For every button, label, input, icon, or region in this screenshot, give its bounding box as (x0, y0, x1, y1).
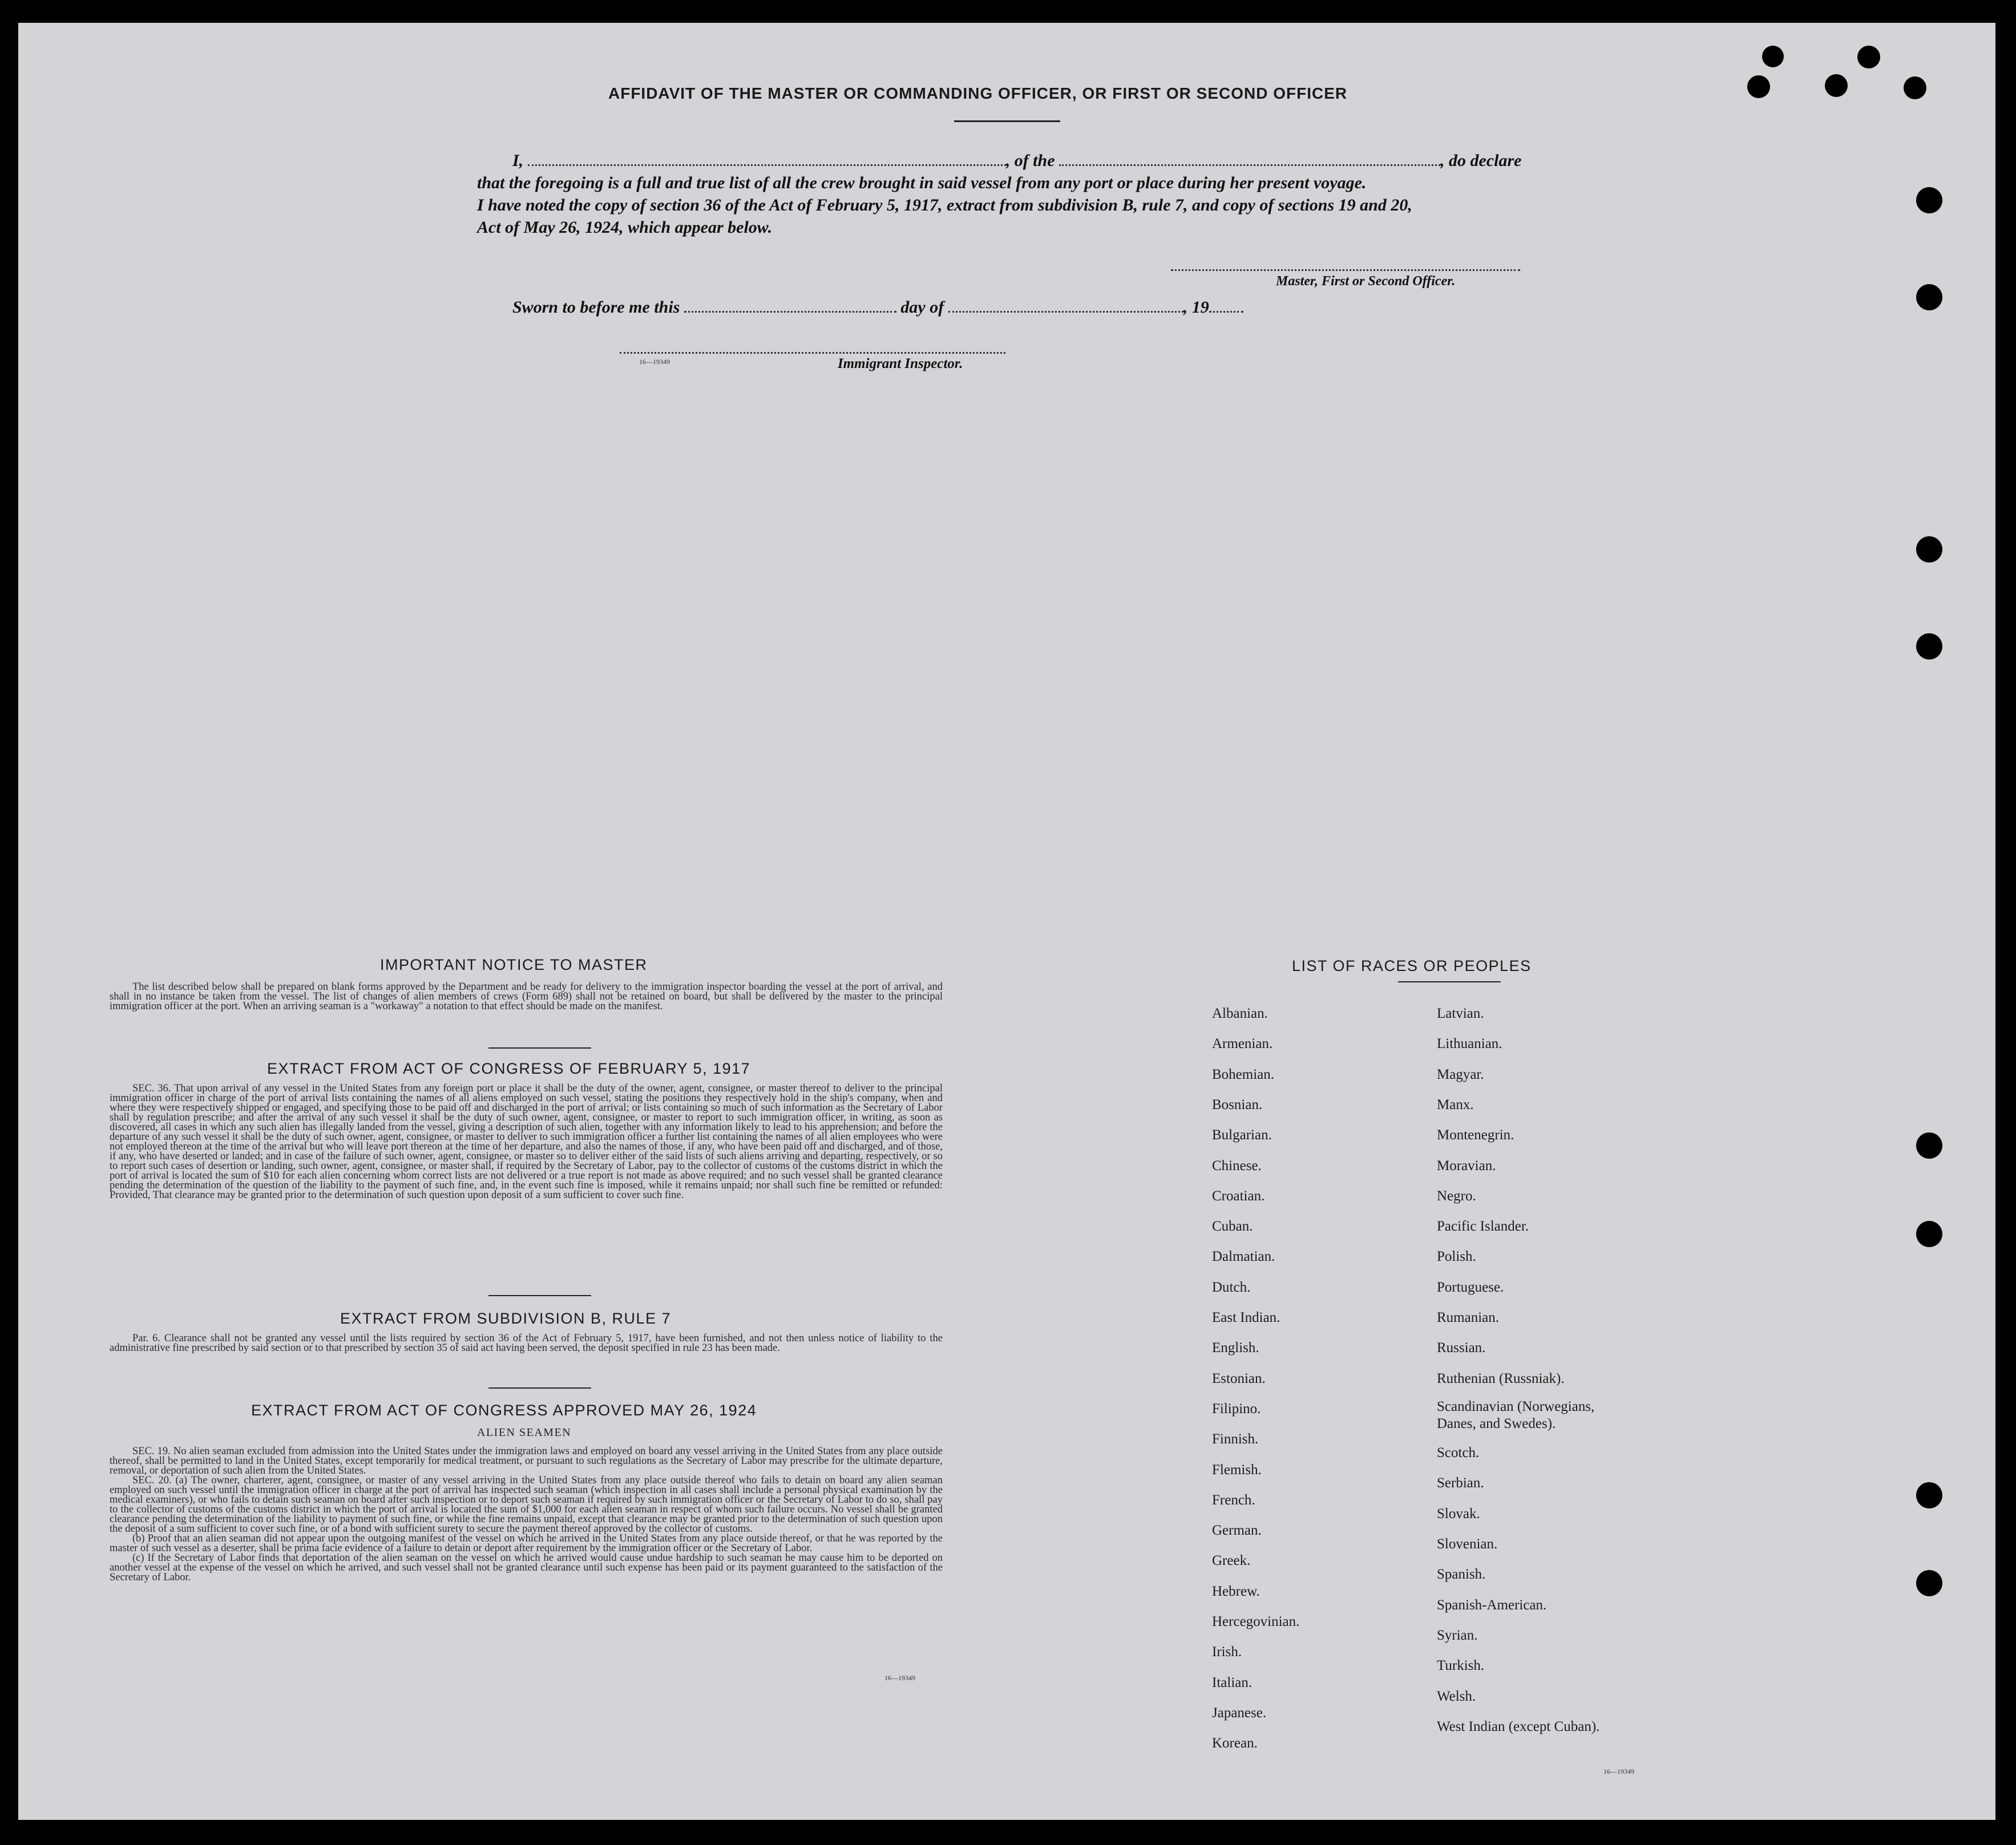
race-list-item: Scandinavian (Norwegians, Danes, and Swedes). (1437, 1398, 1595, 1431)
race-list-item: Ruthenian (Russniak). (1437, 1370, 1565, 1386)
declarant-pronoun: I, (512, 151, 524, 170)
section-divider (488, 1047, 591, 1049)
race-list-item: German. (1212, 1523, 1262, 1539)
race-list-item: Dutch. (1212, 1279, 1251, 1295)
punch-hole-icon (1916, 1132, 1942, 1159)
race-list-item: Slovenian. (1437, 1536, 1498, 1552)
race-list-item: Spanish. (1437, 1567, 1486, 1583)
race-list-item: Dalmatian. (1212, 1249, 1275, 1265)
extract-1917-text (110, 1084, 943, 1200)
section-20a-paragraph: SEC. 20. (a) The owner, charterer, agent, consignee, or master of any vessel arriving in the United States from any place outside thereof who fails to detain on board any alien seaman employed on such vessel until the immigration officer in charge at the port of arrival has inspected such seaman (which inspection in all cases shall include a personal physical examination by the medical examiners), or who fails to detain such seaman on board after such inspection or to deport such seaman if required by such immigration officer or the Secretary of Labor to do so, shall pay to the collector of customs of the customs district in which the port of arrival is located the sum of $1,000 for each alien seaman in respect of whom such failure occurs. No vessel shall be granted clearance pending the determination of the liability to payment of such fine, or while the fine remains unpaid, except that clearance may be granted prior to the determination of such question upon the deposit of a sum sufficient to cover such fine, or of a bond with sufficient surety to secure the payment thereof approved by the collector of customs. (110, 1475, 943, 1535)
vessel-name-field[interactable] (1059, 164, 1440, 166)
rule7-paragraph: Par. 6. Clearance shall not be granted any vessel until the lists required by section 36 of the Act of February 5, 1917, have been furnished, and not then unless notice of liability to the administrative fine prescribed by said section or to that prescribed by section 35 of said act having been served, the deposit specified in rule 23 has been made. (110, 1333, 943, 1354)
extract-1924-text (110, 1447, 943, 1583)
punch-hole-icon (1916, 1570, 1942, 1596)
notice-paragraph: The list described below shall be prepared on blank forms approved by the Department and be ready for delivery to the immigration inspector boarding the vessel at the port of arrival, and shall in no instance be taken from the vessel. The list of changes of alien members of crews (Form 689) shall not be retained on board, but shall be delivered by the master to the principal immigration officer at the port. When an arriving seaman is a "workaway" a notation to that effect should be made on the manifest. (110, 981, 943, 1012)
race-list-item: Rumanian. (1437, 1310, 1500, 1325)
race-list-item: Moravian. (1437, 1158, 1496, 1174)
race-list-item: Portuguese. (1437, 1279, 1504, 1295)
declarant-name-field[interactable] (528, 164, 1006, 166)
punch-hole-icon (1916, 1221, 1942, 1247)
section-19-paragraph: SEC. 19. No alien seaman excluded from admission into the United States under the immigration laws and employed on board any vessel arriving in the United States from any place outside thereof, shall be permitted to land in the United States, except temporarily for medical treatment, or pursuant to such regulations as the Secretary of Labor may prescribe for the ultimate departure, removal, or deportation of such alien from the United States. (110, 1446, 943, 1476)
declaration-line-1 (512, 151, 1545, 171)
race-list-item: Bohemian. (1212, 1066, 1275, 1082)
section-20b-paragraph: (b) Proof that an alien seaman did not appear upon the outgoing manifest of the vessel on which he arrived in the United States from any place outside thereof, or that he was reported by the master of such vessel as a deserter, shall be prima facie evidence of a failure to detain or deport after requirement by the immigration officer or the Secretary of Labor. (110, 1533, 943, 1554)
races-form-number: 16—19349 (1603, 1767, 1634, 1775)
race-list-item: Scotch. (1437, 1445, 1480, 1461)
race-list-item: Latvian. (1437, 1006, 1484, 1021)
sworn-prefix: Sworn to before me this (512, 298, 680, 317)
section-divider (488, 1295, 591, 1296)
race-list-item: Korean. (1212, 1735, 1258, 1751)
of-the-label: , of the (1005, 151, 1055, 170)
section-20c-paragraph: (c) If the Secretary of Labor finds that deportation of the alien seaman on the vessel on which he arrived would cause undue hardship to such seaman he may cause him to be deported on another vessel at the expense of the vessel on which he arrived, and such vessel shall not be granted clearance until such expense has been paid or its payment guaranteed to the satisfaction of the Secretary of Labor. (110, 1552, 943, 1583)
punch-hole-icon (1916, 633, 1942, 659)
race-list-item: Estonian. (1212, 1370, 1266, 1386)
inspector-signature-line[interactable] (620, 352, 1005, 354)
punch-hole-icon (1916, 536, 1942, 563)
race-list-item: Cuban. (1212, 1219, 1253, 1235)
race-list-item: Irish. (1212, 1644, 1242, 1660)
race-list-item: French. (1212, 1492, 1255, 1508)
day-of-label: day of (900, 298, 944, 317)
race-list-item: Albanian. (1212, 1006, 1268, 1021)
year-prefix-label: , 19 (1183, 298, 1209, 317)
declaration-line-2: that the foregoing is a full and true list of all the crew brought in said vessel from any port or place during her present voyage. (477, 173, 1367, 192)
do-declare-label: , do declare (1440, 151, 1522, 170)
race-list-item: Turkish. (1437, 1658, 1485, 1674)
notice-text (110, 982, 943, 1011)
race-list-item: Hebrew. (1212, 1583, 1260, 1599)
notice-title: IMPORTANT NOTICE TO MASTER (380, 956, 648, 973)
sworn-line (512, 298, 1243, 317)
race-list-item: Italian. (1212, 1674, 1253, 1690)
sworn-year-field[interactable] (1209, 311, 1243, 313)
extract-form-number: 16—19349 (884, 1674, 915, 1682)
master-signature-line[interactable] (1171, 269, 1520, 271)
extract-rule7-text (110, 1334, 943, 1353)
race-list-item: Montenegrin. (1437, 1127, 1514, 1143)
extract-1917-title: EXTRACT FROM ACT OF CONGRESS OF FEBRUARY 5, 1917 (267, 1060, 751, 1077)
race-list-item: Polish. (1437, 1249, 1476, 1265)
extract-1924-title: EXTRACT FROM ACT OF CONGRESS APPROVED MAY 26, 1924 (251, 1402, 757, 1419)
race-list-item: Hercegovinian. (1212, 1614, 1300, 1629)
race-list-item: Filipino. (1212, 1401, 1261, 1417)
punch-hole-icon (1825, 74, 1848, 97)
section-36-paragraph: SEC. 36. That upon arrival of any vessel in the United States from any foreign port or place it shall be the duty of the owner, agent, consignee, or master thereof to deliver to the principal immigration officer in charge of the port of arrival lists containing the names of all aliens employed on such vessel, stating the positions they respectively hold in the ship's company, when and where they were respectively shipped or engaged, and specifying those to be paid off and discharged in the port of arrival; or lists containing so much of such information as the Secretary of Labor shall by regulation prescribe; and after the arrival of any such vessel it shall be the duty of such owner, agent, consignee, or master to report to such immigration officer, in writing, as soon as discovered, all cases in which any such alien has illegally landed from the vessel, giving a description of such alien, together with any information likely to lead to his apprehension; and before the departure of any such vessel it shall be the duty of such owner, agent, consignee, or master to deliver to such immigration officer a further list containing the names of all alien employees who were not employed thereon at the time of the arrival but who will leave port thereon at the time of her departure, and also the names of those, if any, who have been paid off and discharged, and of those, if any, who have deserted or landed; and in case of the failure of such owner, agent, consignee, or master so to deliver either of the said lists of such aliens arriving and departing, respectively, or so to report such cases of desertion or landing, such owner, agent, consignee, or master shall, if required by the Secretary of Labor, pay to the collector of customs of the customs district in which the port of arrival is located the sum of $10 for each alien concerning whom correct lists are not delivered or a true report is not made as above required; and no such vessel shall be granted clearance pending the determination of the question of the liability to the payment of such fine, and, in the event such fine is imposed, while it remains unpaid; nor shall such fine be remitted or refunded: Provided, That clearance may be granted prior to the determination of such question upon deposit of a sum sufficient to cover such fine. (110, 1083, 943, 1201)
punch-hole-icon (1916, 187, 1942, 213)
title-divider (954, 120, 1060, 122)
section-divider (488, 1387, 591, 1389)
race-list-item: Flemish. (1212, 1462, 1262, 1478)
race-list-item: Serbian. (1437, 1475, 1484, 1491)
race-list-item: Syrian. (1437, 1627, 1478, 1643)
declaration-line-3: I have noted the copy of section 36 of the Act of February 5, 1917, extract from subdivision B, rule 7, and copy of sections 19 and 20, (477, 196, 1412, 215)
race-list-item: Bosnian. (1212, 1097, 1263, 1112)
sworn-day-field[interactable] (684, 311, 896, 313)
race-list-item: Croatian. (1212, 1188, 1265, 1204)
section-divider (1398, 981, 1501, 982)
race-list-item: Finnish. (1212, 1431, 1259, 1447)
race-list-item: Armenian. (1212, 1036, 1273, 1052)
races-title: LIST OF RACES OR PEOPLES (1292, 957, 1532, 974)
race-list-item: Greek. (1212, 1553, 1251, 1569)
race-list-item: West Indian (except Cuban). (1437, 1718, 1600, 1734)
race-list-item: East Indian. (1212, 1310, 1280, 1325)
race-list-item: Pacific Islander. (1437, 1219, 1529, 1235)
punch-hole-icon (1857, 46, 1880, 68)
race-list-item: Spanish-American. (1437, 1597, 1547, 1613)
race-list-item: Welsh. (1437, 1688, 1476, 1704)
inspector-label: Immigrant Inspector. (838, 356, 963, 371)
race-list-item: Chinese. (1212, 1158, 1262, 1174)
punch-hole-icon (1762, 46, 1784, 67)
race-list-item: Slovak. (1437, 1506, 1480, 1522)
punch-hole-icon (1916, 1482, 1942, 1508)
affidavit-title: AFFIDAVIT OF THE MASTER OR COMMANDING OFFICER, OR FIRST OR SECOND OFFICER (608, 84, 1348, 102)
race-list-item: Japanese. (1212, 1705, 1267, 1721)
race-list-item: Bulgarian. (1212, 1127, 1272, 1143)
master-signature-label: Master, First or Second Officer. (1276, 274, 1456, 289)
sworn-month-field[interactable] (948, 311, 1183, 313)
race-list-item: Magyar. (1437, 1066, 1484, 1082)
affidavit-form-number: 16—19349 (639, 358, 670, 366)
punch-hole-icon (1916, 284, 1942, 310)
alien-seamen-subtitle: ALIEN SEAMEN (477, 1426, 572, 1439)
extract-rule7-title: EXTRACT FROM SUBDIVISION B, RULE 7 (340, 1310, 672, 1327)
declaration-line-4: Act of May 26, 1924, which appear below. (477, 218, 773, 237)
race-list-item: Lithuanian. (1437, 1036, 1502, 1052)
race-list-item: Russian. (1437, 1340, 1486, 1356)
race-list-item: English. (1212, 1340, 1259, 1356)
punch-hole-icon (1904, 76, 1926, 99)
race-list-item: Negro. (1437, 1188, 1476, 1204)
race-list-item: Manx. (1437, 1097, 1474, 1112)
punch-hole-icon (1747, 75, 1770, 98)
